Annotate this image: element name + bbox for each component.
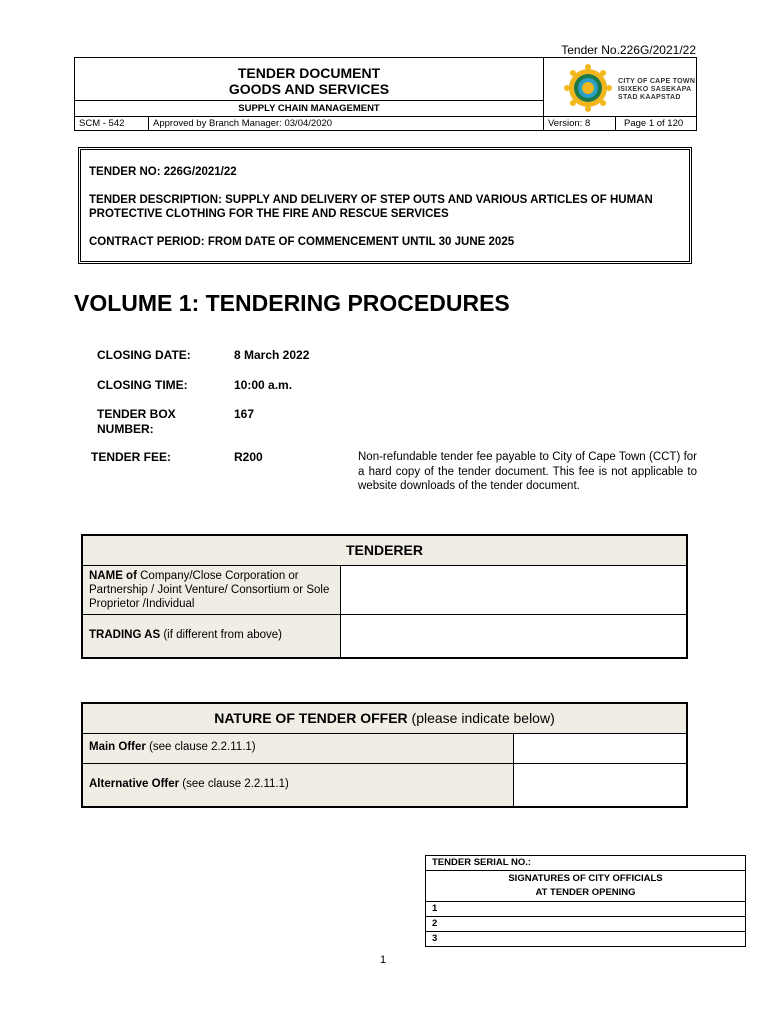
tender-info-box [78, 147, 692, 264]
trading-as-label: TRADING AS (if different from above) [82, 614, 340, 658]
signature-row[interactable]: 3 [426, 932, 746, 947]
signatures-heading: SIGNATURES OF CITY OFFICIALS AT TENDER OPENING [426, 871, 746, 902]
approval-note: Approved by Branch Manager: 03/04/2020 [149, 117, 544, 131]
version: Version: 8 [544, 117, 616, 131]
city-logo [544, 58, 697, 116]
tenderer-table [81, 534, 688, 659]
signature-row[interactable]: 1 [426, 902, 746, 917]
closing-date-value: 8 March 2022 [234, 348, 310, 362]
nature-of-offer-table [81, 702, 688, 808]
closing-time-value: 10:00 a.m. [234, 378, 293, 392]
main-offer-field[interactable] [513, 733, 687, 763]
serial-label: TENDER SERIAL NO.: [426, 856, 746, 871]
tender-box-label: TENDER BOX [97, 407, 176, 421]
nature-heading: NATURE OF TENDER OFFER (please indicate below) [82, 703, 687, 733]
header-title-line2: GOODS AND SERVICES [228, 81, 390, 97]
closing-time-label: CLOSING TIME: [97, 378, 188, 392]
trading-as-field[interactable] [340, 614, 687, 658]
page-number: 1 [380, 954, 387, 966]
header-meta-row [75, 116, 696, 131]
tender-reference: Tender No.226G/2021/22 [561, 43, 696, 57]
company-name-label: NAME of Company/Close Corporation or Partnership / Joint Venture/ Consortium or Sole Proprietor /Individual [82, 565, 340, 614]
document-header [74, 57, 697, 131]
tender-number: TENDER NO: 226G/2021/22 [89, 166, 237, 178]
tender-description: TENDER DESCRIPTION: SUPPLY AND DELIVERY OF STEP OUTS AND VARIOUS ARTICLES OF HUMAN PROTECTIVE CLOTHING FOR THE FIRE AND RESCUE SERVICES [89, 194, 653, 220]
tender-box-label-2: NUMBER: [97, 422, 154, 436]
logo-text: CITY OF CAPE TOWN ISIXEKO SASEKAPA STAD KAAPSTAD [618, 78, 696, 101]
tender-fee-note: Non-refundable tender fee payable to City of Cape Town (CCT) for a hard copy of the tender document. This fee is not applicable to website downloads of the tender document. [358, 451, 697, 492]
main-offer-label: Main Offer (see clause 2.2.11.1) [82, 733, 513, 763]
company-name-field[interactable] [340, 565, 687, 614]
volume-title: VOLUME 1: TENDERING PROCEDURES [74, 290, 510, 316]
header-subtitle: SUPPLY CHAIN MANAGEMENT [75, 100, 543, 116]
header-title-block [75, 58, 544, 116]
contract-period: CONTRACT PERIOD: FROM DATE OF COMMENCEMENT UNTIL 30 JUNE 2025 [89, 236, 515, 248]
doc-code: SCM - 542 [75, 117, 149, 131]
alternative-offer-field[interactable] [513, 763, 687, 807]
tenderer-heading: TENDERER [82, 535, 687, 565]
tender-box-value: 167 [234, 407, 255, 421]
page-count: Page 1 of 120 [624, 118, 684, 129]
alternative-offer-label: Alternative Offer (see clause 2.2.11.1) [82, 763, 513, 807]
signature-row[interactable]: 2 [426, 917, 746, 932]
header-title-line1: TENDER DOCUMENT [237, 65, 381, 81]
tender-fee-value: R200 [234, 450, 263, 464]
city-seal-icon [558, 63, 618, 113]
closing-date-label: CLOSING DATE: [97, 348, 191, 362]
tender-fee-label: TENDER FEE: [91, 450, 172, 464]
tender-serial-table [425, 855, 746, 947]
